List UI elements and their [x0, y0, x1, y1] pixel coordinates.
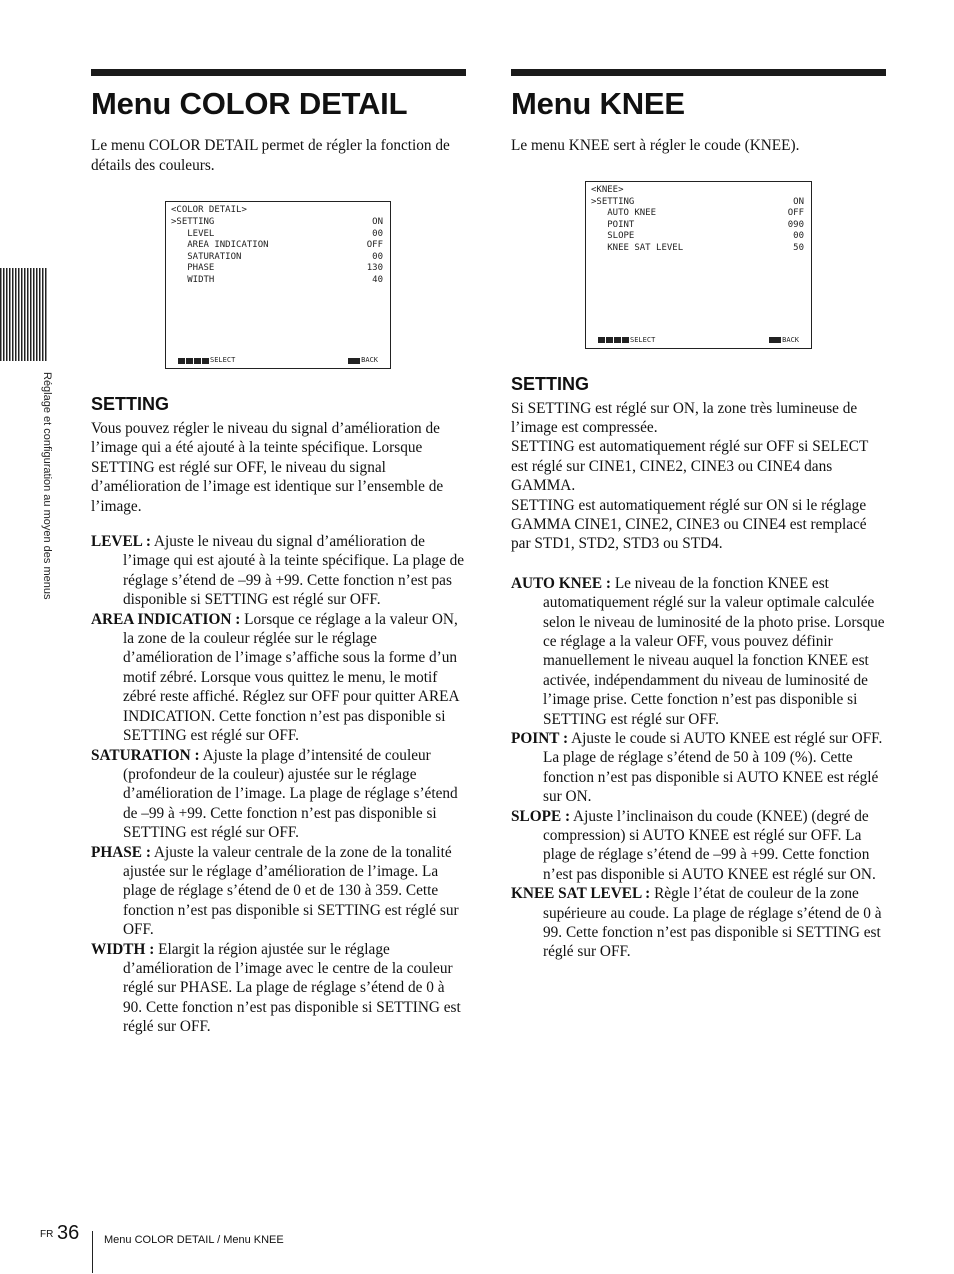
- screen-row: [591, 231, 804, 243]
- screen-footer: [598, 336, 799, 345]
- section-paragraph: SETTING est automatiquement réglé sur OFF si SELECT est réglé sur CINE1, CINE2, CINE3 ou CINE4 dans GAMMA.: [511, 438, 869, 495]
- screen-row: [171, 217, 383, 229]
- footer-language: FR: [40, 1229, 54, 1240]
- definition-term: AREA INDICATION :: [91, 610, 241, 628]
- screen-back-label: BACK: [361, 356, 378, 364]
- column-color-detail: [91, 69, 466, 1037]
- screen-row: [171, 240, 383, 252]
- definition-text: Ajuste la valeur centrale de la zone de la tonalité ajustée sur le réglage d’amélioration de l’image. La plage de réglage s’étend de 0 et de 130 à 359. Cette fonction n’est pas disponible si SETTING est réglé sur OFF.: [123, 843, 459, 939]
- screen-row-value: ON: [372, 217, 383, 227]
- screen-row-label: AREA INDICATION: [171, 240, 269, 251]
- definition-item: [91, 532, 466, 610]
- menu-screen-knee: [585, 181, 812, 349]
- screen-row-value: 130: [366, 263, 383, 274]
- chapter-side-label: Réglage et configuration au moyen des menus: [41, 372, 53, 600]
- menu-screen-color-detail: [165, 201, 391, 369]
- title-rule: [91, 69, 466, 76]
- section-paragraph: SETTING est automatiquement réglé sur ON si le réglage GAMMA CINE1, CINE2, CINE3 ou CINE4 est remplacé par STD1, STD2, STD3 ou STD4.: [511, 496, 867, 553]
- definition-text: Ajuste le coude si AUTO KNEE est réglé sur OFF. La plage de réglage s’étend de 50 à 109 (%). Cette fonction n’est pas disponible si AUTO KNEE est réglé sur ON.: [543, 730, 883, 806]
- screen-row: [591, 208, 804, 220]
- definition-text: Ajuste l’inclinaison du coude (KNEE) (degré de compression) si AUTO KNEE est réglé sur OFF. La plage de réglage s’étend de –99 à +99. Cette fonction n’est pas disponible si AUTO KNEE est réglé sur ON.: [543, 807, 876, 883]
- definition-item: [91, 940, 466, 1037]
- page-number: 36: [57, 1222, 80, 1244]
- definition-text: Ajuste la plage d’intensité de couleur (profondeur de la couleur) ajustée sur le réglage d’amélioration de l’image. La plage de réglage s’étend de –99 à +99. Cette fonction n’est pas disponible si SETTING est réglé sur OFF.: [123, 746, 458, 842]
- arrow-key-icon: [186, 358, 193, 364]
- screen-row-value: 00: [372, 251, 383, 262]
- definition-term: POINT :: [511, 730, 569, 747]
- definition-term: AUTO KNEE :: [511, 574, 612, 592]
- screen-row-value: 090: [787, 219, 804, 230]
- definition-text: Elargit la région ajustée sur le réglage d’amélioration de l’image avec le centre de la couleur réglé sur PHASE. La plage de réglage s’étend de 0 à 90. Cette fonction n’est pas disponible si SETTING est réglé sur OFF.: [123, 940, 461, 1036]
- menu-key-icon: [348, 358, 360, 364]
- intro-knee: Le menu KNEE sert à régler le coude (KNEE).: [511, 137, 800, 154]
- definition-term: SLOPE :: [511, 807, 571, 825]
- footer-divider: [92, 1231, 93, 1273]
- definition-term: KNEE SAT LEVEL :: [511, 885, 651, 903]
- screen-back-label: BACK: [782, 335, 799, 344]
- definition-term: SATURATION :: [91, 746, 200, 764]
- screen-row-label: LEVEL: [171, 228, 215, 239]
- definition-term: LEVEL :: [91, 533, 151, 551]
- screen-row-label: POINT: [591, 219, 635, 230]
- screen-row-label: WIDTH: [171, 275, 215, 285]
- page-title-knee: Menu KNEE: [511, 86, 685, 121]
- definition-text: Règle l’état de couleur de la zone supérieure au coude. La plage de réglage s’étend de 0 à 99. Cette fonction n’est pas disponible si SETTING est réglé sur OFF.: [543, 885, 882, 961]
- screen-select-hint: [178, 356, 235, 365]
- column-knee: [511, 69, 886, 962]
- arrow-key-icon: [202, 358, 209, 364]
- definition-list: [91, 532, 466, 1037]
- screen-row: [171, 275, 383, 287]
- screen-row-label: PHASE: [171, 263, 215, 274]
- intro-color-detail: Le menu COLOR DETAIL permet de régler la fonction de détails des couleurs.: [91, 137, 450, 174]
- definition-item: [511, 884, 886, 962]
- section-text-setting: Vous pouvez régler le niveau du signal d’amélioration de l’image qui a été ajouté à la teinte spécifique. Lorsque SETTING est réglé sur OFF, le niveau du signal d’amélioration de l’image est identique sur l’ensemble de l’image.: [91, 420, 444, 515]
- screen-row-value: 00: [793, 231, 804, 242]
- screen-row-label: AUTO KNEE: [591, 208, 657, 219]
- arrow-key-icon: [622, 337, 629, 343]
- arrow-key-icon: [178, 358, 185, 364]
- screen-row: [171, 263, 383, 275]
- definition-item: [91, 610, 466, 746]
- screen-row-label: >SETTING: [591, 196, 635, 207]
- screen-row: [591, 220, 804, 232]
- page-title-color-detail: Menu COLOR DETAIL: [91, 86, 408, 121]
- section-heading-setting: SETTING: [91, 394, 170, 414]
- screen-row-value: 50: [793, 242, 804, 253]
- screen-row: [591, 197, 804, 209]
- screen-row-value: OFF: [366, 240, 383, 251]
- screen-row: [171, 229, 383, 241]
- screen-header: <KNEE>: [591, 184, 624, 195]
- arrow-key-icon: [606, 337, 613, 343]
- screen-select-label: SELECT: [210, 356, 236, 364]
- definition-list: [511, 574, 886, 962]
- definition-text: Le niveau de la fonction KNEE est automatiquement réglé sur la valeur optimale calculée selon le niveau de luminosité de la photo prise. Lorsque ce réglage a la valeur OFF, vous pouvez définir manuellement le niveau auquel la fonction KNEE est activée, indépendamment du niveau de luminosité de l’image prise. Cette fonction n’est pas disponible si SETTING est réglé sur OFF.: [543, 574, 885, 728]
- definition-item: [91, 843, 466, 940]
- arrow-key-icon: [598, 337, 605, 343]
- screen-header: <COLOR DETAIL>: [171, 205, 247, 215]
- section-paragraph: Si SETTING est réglé sur ON, la zone très lumineuse de l’image est compressée.: [511, 399, 858, 436]
- definition-term: WIDTH :: [91, 940, 155, 958]
- screen-row-label: SLOPE: [591, 231, 635, 242]
- screen-row-value: 00: [372, 228, 383, 239]
- definition-item: [91, 746, 466, 843]
- arrow-key-icon: [194, 358, 201, 364]
- menu-key-icon: [769, 337, 781, 343]
- definition-item: [511, 574, 886, 729]
- screen-row-value: ON: [793, 196, 804, 207]
- definition-item: [511, 807, 886, 885]
- section-heading-setting: SETTING: [511, 373, 590, 394]
- title-rule: [511, 69, 886, 76]
- definition-item: [511, 729, 886, 807]
- screen-select-label: SELECT: [630, 335, 656, 344]
- definition-text: Ajuste le niveau du signal d’amélioration de l’image qui est ajouté à la teinte spécifique. La plage de réglage s’étend de –99 à +99. Cette fonction n’est pas disponible si SETTING est réglé sur OFF.: [123, 533, 465, 609]
- screen-row: [171, 252, 383, 264]
- screen-row: [591, 243, 804, 255]
- arrow-key-icon: [614, 337, 621, 343]
- screen-row-value: 40: [372, 275, 383, 285]
- screen-select-hint: [598, 336, 655, 345]
- screen-footer: [178, 356, 378, 365]
- footer-running-title: Menu COLOR DETAIL / Menu KNEE: [104, 1234, 284, 1246]
- screen-back-hint: [769, 336, 799, 345]
- screen-row-label: KNEE SAT LEVEL: [591, 242, 684, 253]
- definition-term: PHASE :: [91, 843, 151, 861]
- screen-row-label: SATURATION: [171, 251, 242, 262]
- screen-back-hint: [348, 356, 378, 365]
- chapter-tab-marker: [0, 268, 47, 361]
- definition-text: Lorsque ce réglage a la valeur ON, la zone de la couleur réglée sur le réglage d’amélioration de l’image s’affiche sous la forme d’un motif zébré. Lorsque vous quittez le menu, le motif zébré reste affiché. Réglez sur OFF pour quitter AREA INDICATION. Cette fonction n’est pas disponible si SETTING est réglé sur OFF.: [123, 610, 459, 745]
- screen-row-value: OFF: [787, 208, 804, 219]
- screen-row-label: >SETTING: [171, 217, 215, 227]
